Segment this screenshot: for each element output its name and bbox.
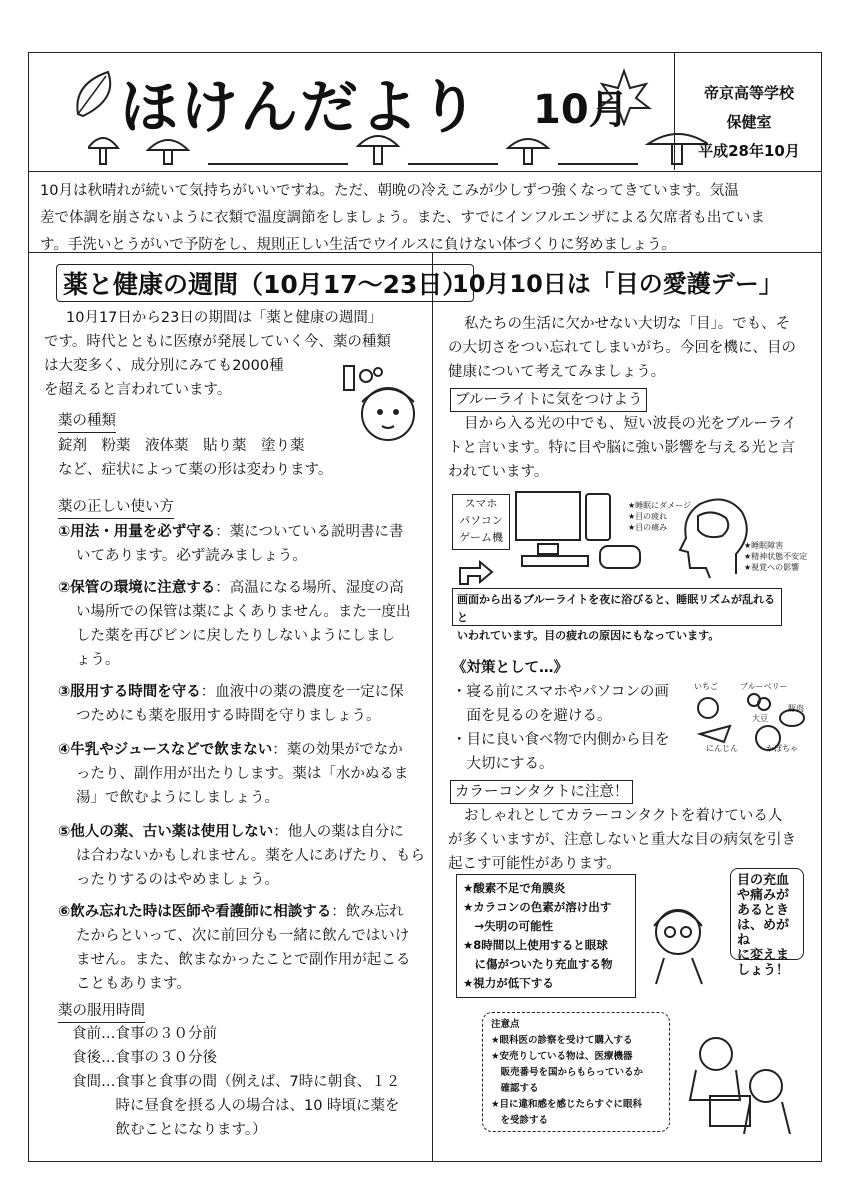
text-line: あるとき — [737, 903, 790, 918]
school-name: 帝京高等学校 — [703, 84, 794, 102]
text-line: は、めがね — [737, 918, 790, 948]
text-line: ：薬の効果がでなか — [272, 742, 403, 758]
measures-list — [452, 680, 682, 776]
girl-with-glasses-illustration — [644, 896, 716, 986]
text-line: 販売番号を国からもらっているか — [491, 1067, 644, 1078]
medicine-week-title: 薬と健康の週間（10月17～23日） — [56, 264, 474, 302]
text-line: ★睡眠にダメージ — [628, 501, 692, 510]
blue-light-text — [448, 412, 818, 484]
eye-day-title: 10月10日は「目の愛護デー」 — [452, 270, 783, 298]
text-line: ゲーム機 — [459, 531, 503, 544]
medicine-types-list: 錠剤 粉薬 液体薬 貼り薬 塗り薬 — [58, 438, 305, 454]
school-info — [674, 52, 823, 170]
text-line: ★眼科医の診察を受けて購入する — [491, 1035, 633, 1046]
notes-box — [482, 1012, 670, 1132]
food-label: 大豆 — [752, 714, 768, 723]
header — [28, 52, 822, 172]
food-label: かぼちゃ — [766, 744, 798, 753]
text-line: ★目に違和感を感じたらすぐに眼科 — [491, 1099, 643, 1110]
text-line: ★酸素不足で角膜炎 — [463, 881, 566, 895]
text-line: ・目に良い食べ物で内側から目を — [452, 732, 670, 748]
text-line: 食間…食事と食事の間（例えば、7時に朝食、１２ — [72, 1074, 401, 1090]
food-label: 豚肉 — [788, 704, 804, 713]
intro-text — [40, 178, 812, 259]
leaf-icon — [68, 64, 128, 124]
usage-item-4 — [58, 738, 428, 810]
text-line: 10月17日から23日の期間は「薬と健康の週間」 — [66, 310, 383, 326]
text-line: 食前…食事の３０分前 — [72, 1026, 217, 1042]
text-line: 目から入る光の中でも、短い波長の光をブルーライ — [464, 416, 797, 432]
measures-heading: 《対策として…》 — [452, 660, 568, 676]
brain-effects — [744, 540, 807, 573]
food-label: ブルーベリー — [740, 682, 788, 691]
medicine-types-note: など、症状によって薬の形は変わります。 — [58, 462, 333, 478]
text-line: ：血液中の薬の濃度を一定に保 — [200, 684, 404, 700]
text-line: 確認する — [491, 1083, 539, 1094]
color-contact-heading: カラーコンタクトに注意！ — [450, 780, 633, 804]
text-line: ★目の痛み — [628, 523, 668, 532]
usage-item-3 — [58, 680, 428, 728]
usage-item-6 — [58, 900, 428, 996]
blue-light-caption — [452, 588, 782, 642]
usage-item-1 — [58, 520, 428, 568]
text-line: 起こす可能性があります。 — [448, 856, 621, 872]
text-line: 食後…食事の３０分後 — [72, 1050, 217, 1066]
text-line: や痛みが — [737, 888, 790, 903]
text-line: 健康について考えてみましょう。 — [448, 364, 666, 380]
usage-item-5 — [58, 820, 428, 892]
text-line: ★カラコンの色素が溶け出す — [463, 900, 612, 914]
doctor-and-patient-illustration — [680, 1030, 800, 1140]
eye-intro — [448, 312, 818, 384]
timing-heading: 薬の服用時間 — [58, 1000, 145, 1023]
notes-title: 注意点 — [491, 1019, 520, 1030]
text-line: 面を見るのを避ける。 — [452, 708, 612, 724]
text-line: こともあります。 — [76, 976, 191, 992]
text-line: ★視力が低下する — [463, 976, 554, 990]
text-line: 湯」で飲むようにしましょう。 — [76, 790, 279, 806]
newsletter-month: 10月 — [533, 87, 629, 133]
text-line: たからといって、次に前回分も一緒に飲んではいけ — [76, 928, 410, 944]
timing-list — [72, 1022, 428, 1142]
text-line: ：薬についている説明書に書 — [215, 524, 404, 540]
text-line: 大切にする。 — [452, 756, 554, 772]
usage-item-2 — [58, 576, 428, 672]
section-divider — [28, 252, 822, 253]
text-line: です。時代とともに医療が発展していく今、薬の種類 — [44, 334, 391, 350]
text-line: 画面から出るブルーライトを夜に浴びると、睡眠リズムが乱れると — [457, 593, 776, 624]
text-line: に変えま — [737, 948, 790, 963]
medicine-types-heading: 薬の種類 — [58, 410, 116, 433]
text-line: ったり、副作用が出たりします。薬は「水かぬるま — [76, 766, 409, 782]
text-line: 飲むことになります。） — [72, 1122, 267, 1138]
text-line: ったりするのはやめましょう。 — [76, 872, 279, 888]
text-line: ・寝る前にスマホやパソコンの画 — [452, 684, 669, 700]
newsletter-title: ほけんだより — [120, 73, 481, 141]
office-name: 保健室 — [726, 113, 772, 131]
text-line: 私たちの生活に欠かせない大切な「目」。でも、そ — [464, 316, 791, 332]
usage-item-title: ①用法・用量を必ず守る — [58, 524, 216, 540]
text-line: は大変多く、成分別にみても2000種 — [44, 358, 284, 374]
usage-item-title: ②保管の環境に注意する — [58, 580, 216, 596]
usage-item-title: ⑥飲み忘れた時は医師や看護師に相談する — [58, 904, 332, 920]
color-contact-text — [448, 804, 818, 876]
text-line: 目の充血 — [737, 873, 790, 888]
intro-line: 10月は秋晴れが続いて気持ちがいいですね。ただ、朝晩の冷えこみが少しずつ強くなってきています。気温 — [40, 183, 739, 199]
usage-heading: 薬の正しい使い方 — [58, 496, 174, 519]
text-line: パソコン — [459, 514, 503, 527]
text-line: いてあります。必ず読みましょう。 — [76, 548, 307, 564]
food-label: にんじん — [706, 744, 738, 753]
advice-bubble — [730, 868, 804, 978]
text-line: われています。 — [448, 464, 549, 480]
usage-item-title: ③服用する時間を守る — [58, 684, 201, 700]
devices-label-box — [452, 494, 510, 550]
text-line: ★精神状態不安定 — [744, 552, 808, 561]
text-line: は合わないかもしれません。薬を人にあげたり、もら — [76, 848, 425, 864]
eye-effects — [628, 500, 691, 533]
usage-item-title: ④牛乳やジュースなどで飲まない — [58, 742, 273, 758]
text-line: →失明の可能性 — [463, 919, 554, 933]
text-line: した薬を再びビンに戻したりしないようにしまし — [76, 628, 395, 644]
text-line: い場所での保管は薬によくありません。また一度出 — [76, 604, 411, 620]
text-line: ょう。 — [76, 652, 120, 668]
text-line: ★睡眠障害 — [744, 541, 784, 550]
text-line: を超えると言われています。 — [44, 382, 232, 398]
risks-box — [456, 874, 636, 998]
intro-line: す。手洗いとうがいで予防をし、規則正しい生活でウイルスに負けない体づくりに努めましょう。 — [40, 237, 676, 253]
text-line: おしゃれとしてカラーコンタクトを着けている人 — [464, 808, 783, 824]
text-line: ★目の疲れ — [628, 512, 668, 521]
column-divider — [432, 252, 433, 1162]
text-line: ：飲み忘れ — [331, 904, 404, 920]
text-line: しょう！ — [737, 963, 790, 978]
text-line: が多くいますが、注意しないと重大な目の病気を引き — [448, 832, 796, 848]
text-line: トと言います。特に目や脳に強い影響を与える光と言 — [448, 440, 795, 456]
text-line: ★8時間以上使用すると眼球 — [463, 938, 608, 952]
text-line: ★視覚への影響 — [744, 563, 800, 572]
text-line: いわれています。目の疲れの原因にもなっています。 — [457, 629, 720, 642]
text-line: ：高温になる場所、湿度の高 — [215, 580, 404, 596]
text-line: ：他人の薬は自分に — [273, 824, 404, 840]
text-line: スマホ — [464, 497, 498, 510]
arrow-icon — [456, 560, 496, 588]
text-line: に傷がついたり充血する物 — [463, 957, 613, 971]
intro-line: 差で体調を崩さないように衣類で温度調節をしましょう。また、すでにインフルエンザによる欠席者も出ていま — [40, 210, 765, 226]
text-line: ません。また、飲まなかったことで副作用が起こる — [76, 952, 411, 968]
text-line: つためにも薬を服用する時間を守りましょう。 — [76, 708, 381, 724]
usage-item-title: ⑤他人の薬、古い薬は使用しない — [58, 824, 274, 840]
blue-light-heading: ブルーライトに気をつけよう — [450, 388, 647, 412]
maple-leaf-icon — [594, 66, 654, 126]
text-line: 時に昼食を摂る人の場合は、10 時頃に薬を — [72, 1098, 400, 1114]
text-line: を受診する — [491, 1115, 549, 1126]
food-label: いちご — [694, 682, 718, 691]
text-line: の大切さをつい忘れてしまいがち。今回を機に、目の — [448, 340, 796, 356]
text-line: ★安売りしている物は、医療機器 — [491, 1051, 633, 1062]
issue-date: 平成28年10月 — [698, 142, 800, 160]
